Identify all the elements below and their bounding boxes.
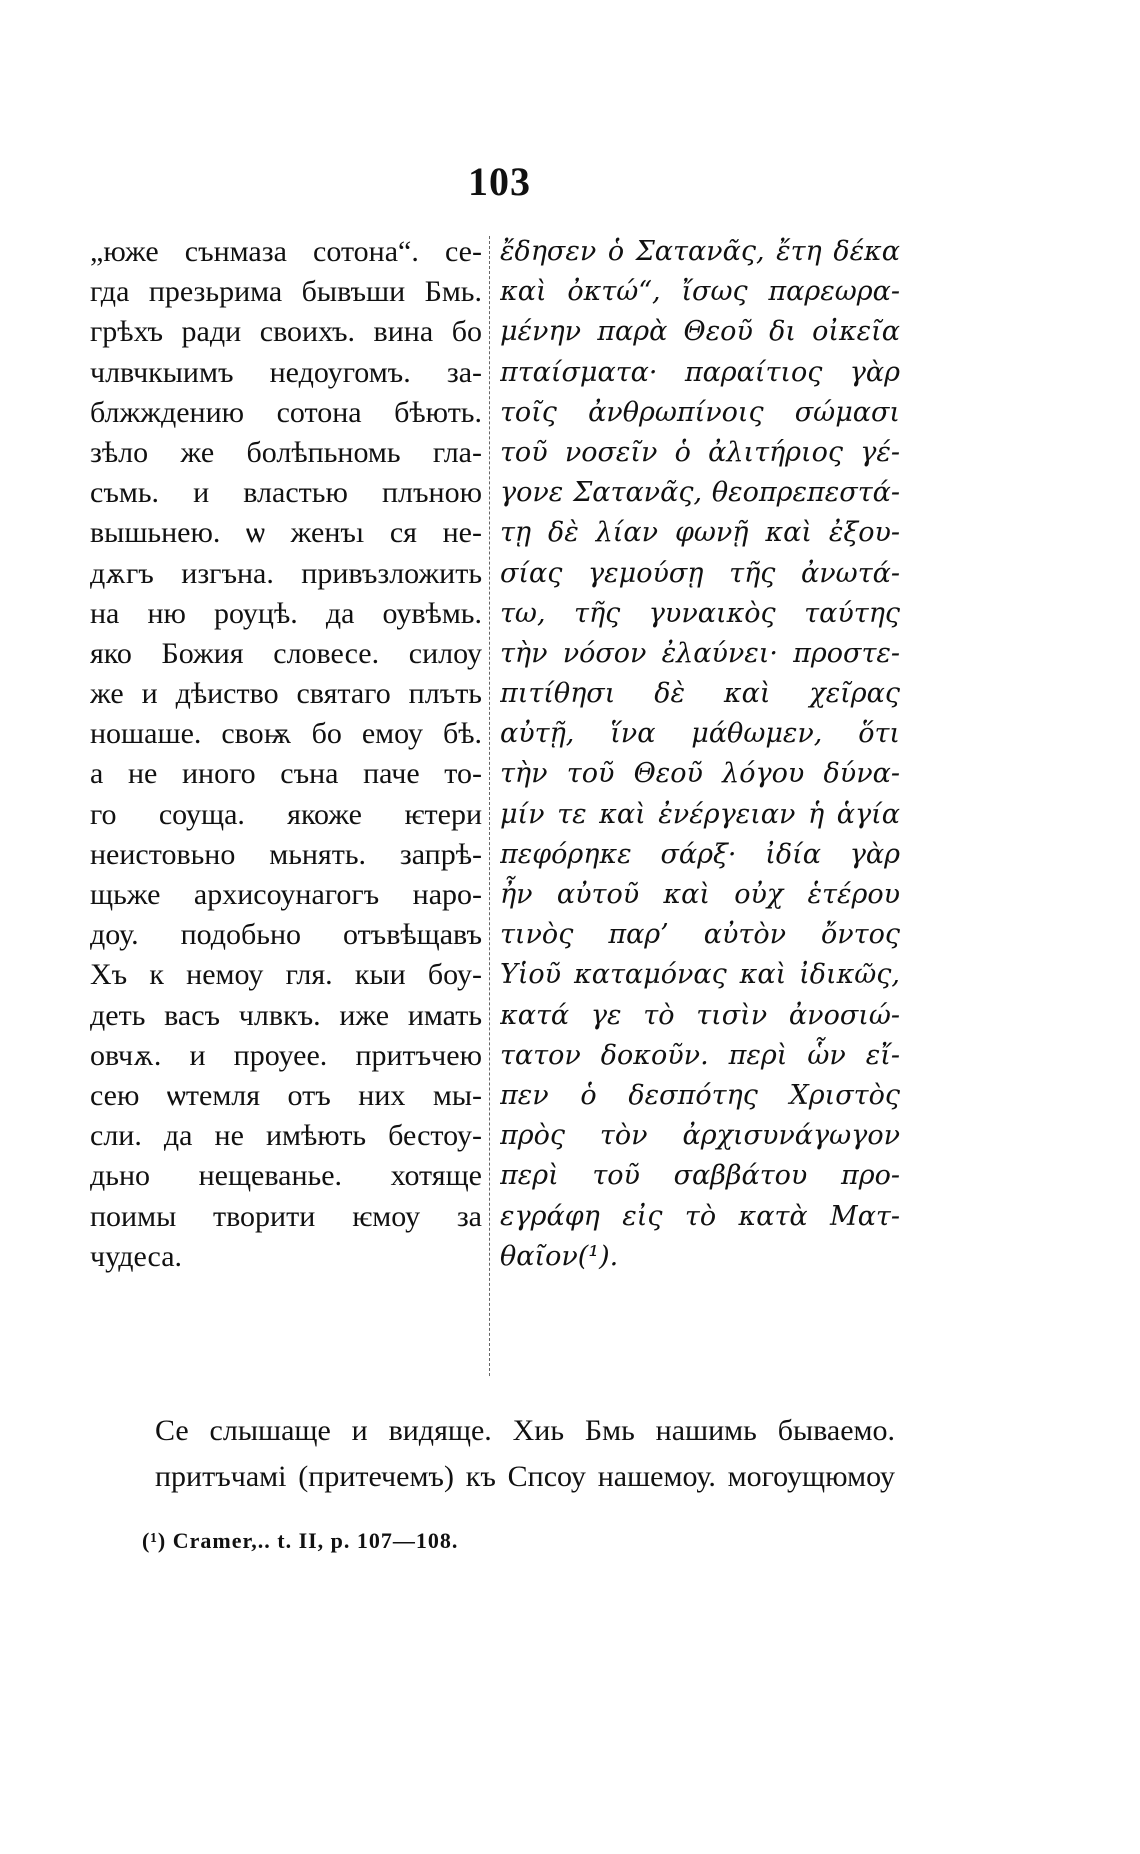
slavonic-line: щьже архисоунагогъ наро- xyxy=(90,878,482,911)
slavonic-line: „юже сънмаза сотона“. се- xyxy=(90,235,482,268)
greek-line: τοῖς ἀνθρωπίνοις σώμασι xyxy=(500,396,900,428)
continuation-line: Се слышаще и видяще. Хиь Бмь нашимь бываемо. xyxy=(155,1414,895,1447)
greek-line: πεν ὁ δεσπότης Χριστὸς xyxy=(500,1079,900,1111)
slavonic-line: ношаше. своѭ бо емоу бѣ. xyxy=(90,717,482,751)
slavonic-line: чудеса. xyxy=(90,1239,183,1273)
greek-column xyxy=(500,232,900,1277)
slavonic-line: зѣло же болѣпьномь гла- xyxy=(90,435,482,469)
footnote: (¹) Cramer,.. t. II, p. 107—108. xyxy=(142,1528,459,1553)
greek-line: ἦν αὐτοῦ καὶ οὐχ ἑτέρου xyxy=(500,879,900,910)
slavonic-line: а не иного съна паче то- xyxy=(90,757,482,791)
slavonic-line: съмь. и властью плъною xyxy=(90,476,482,510)
greek-line: πταίσματα· παραίτιος γὰρ xyxy=(500,356,900,388)
slavonic-line: го соуща. якоже ѥтери xyxy=(90,797,482,831)
page-number: 103 xyxy=(468,159,531,204)
slavonic-line: овчѫ. и проуее. притъчею xyxy=(90,1038,482,1072)
slavonic-line: на ню роуцѣ. да оувѣмь. xyxy=(90,596,482,630)
slavonic-line: дьно нещеванье. хотяще xyxy=(90,1159,482,1193)
greek-line: μίν τε καὶ ἐνέργειαν ἡ ἁγία xyxy=(500,798,900,830)
greek-line: τοῦ νοσεῖν ὁ ἀλιτήριος γέ- xyxy=(500,436,900,468)
slavonic-line: деть васъ члвкъ. иже имать xyxy=(90,998,482,1032)
slavonic-line: гда презьрима бывъши Бмь. xyxy=(90,275,482,309)
slavonic-line: дѫгъ изгъна. привъзложить xyxy=(90,556,482,590)
slavonic-line: поимы творити ѥмоу за xyxy=(90,1199,482,1233)
slavonic-line: доу. подобьно отъвѣщавъ xyxy=(90,918,482,952)
slavonic-line: Хъ к немоу гля. кыи боу- xyxy=(90,958,482,992)
slavonic-line: члвчкыимъ недоугомъ. за- xyxy=(90,355,482,389)
greek-line: πιτίθησι δὲ καὶ χεῖρας xyxy=(500,678,900,710)
greek-line: περὶ τοῦ σαββάτου προ- xyxy=(500,1160,900,1192)
greek-line: ἔδησεν ὁ Σατανᾶς, ἔτη δέκα xyxy=(500,236,900,267)
greek-line: πρὸς τὸν ἀρχισυνάγωγον xyxy=(500,1120,900,1152)
slavonic-line: сли. да не имѣють бестоу- xyxy=(90,1119,482,1153)
slavonic-line: грѣхъ ради своихъ. вина бо xyxy=(90,315,482,349)
greek-line: κατά γε τὸ τισὶν ἀνοσιώ- xyxy=(500,999,900,1031)
greek-line: καὶ ὀκτώ“, ἴσως παρεωρα- xyxy=(500,276,900,308)
continuation-text xyxy=(155,1408,895,1500)
continuation-line: притъчамі (притечемъ) къ Спсоу нашемоу. могоущюмоу xyxy=(155,1460,895,1493)
slavonic-column xyxy=(90,232,482,1277)
column-divider xyxy=(489,236,490,1376)
greek-line: τατον δοκοῦν. περὶ ὧν εἴ- xyxy=(500,1039,900,1071)
greek-line: τω, τῆς γυναικὸς ταύτης xyxy=(500,597,900,629)
slavonic-line: сею ѡтемля отъ них мы- xyxy=(90,1078,482,1112)
greek-line: εγράφη εἰς τὸ κατὰ Ματ- xyxy=(500,1200,900,1232)
greek-line: Υἱοῦ καταμόνας καὶ ἰδικῶς, xyxy=(500,959,900,991)
greek-line: τινὸς παρ’ αὐτὸν ὄντος xyxy=(500,919,900,951)
greek-line: σίας γεμούσῃ τῆς ἀνωτά- xyxy=(500,557,900,589)
greek-line: τῃ δὲ λίαν φωνῇ καὶ ἐξου- xyxy=(500,517,900,549)
slavonic-line: вышьнею. ѡ женъı ся не- xyxy=(90,516,482,550)
slavonic-line: блжждению сотона бѣють. xyxy=(90,395,482,429)
greek-line: τὴν τοῦ Θεοῦ λόγου δύνα- xyxy=(500,758,900,790)
greek-line: μένην παρὰ Θεοῦ δι οἰκεῖα xyxy=(500,316,900,348)
greek-line: αὐτῇ, ἵνα μάθωμεν, ὅτι xyxy=(500,718,900,750)
slavonic-line: неистовьно мьнять. запрѣ- xyxy=(90,837,482,871)
greek-line: πεφόρηκε σάρξ· ἰδία γὰρ xyxy=(500,838,900,870)
slavonic-line: яко Божия словесе. силоу xyxy=(90,636,482,670)
slavonic-line: же и дѣиство святаго плъть xyxy=(90,677,482,711)
greek-line: γονε Σατανᾶς, θεοπρεπεστά- xyxy=(500,477,900,509)
greek-line: θαῖον(¹). xyxy=(500,1240,619,1272)
greek-line: τὴν νόσον ἐλαύνει· προστε- xyxy=(500,637,900,669)
